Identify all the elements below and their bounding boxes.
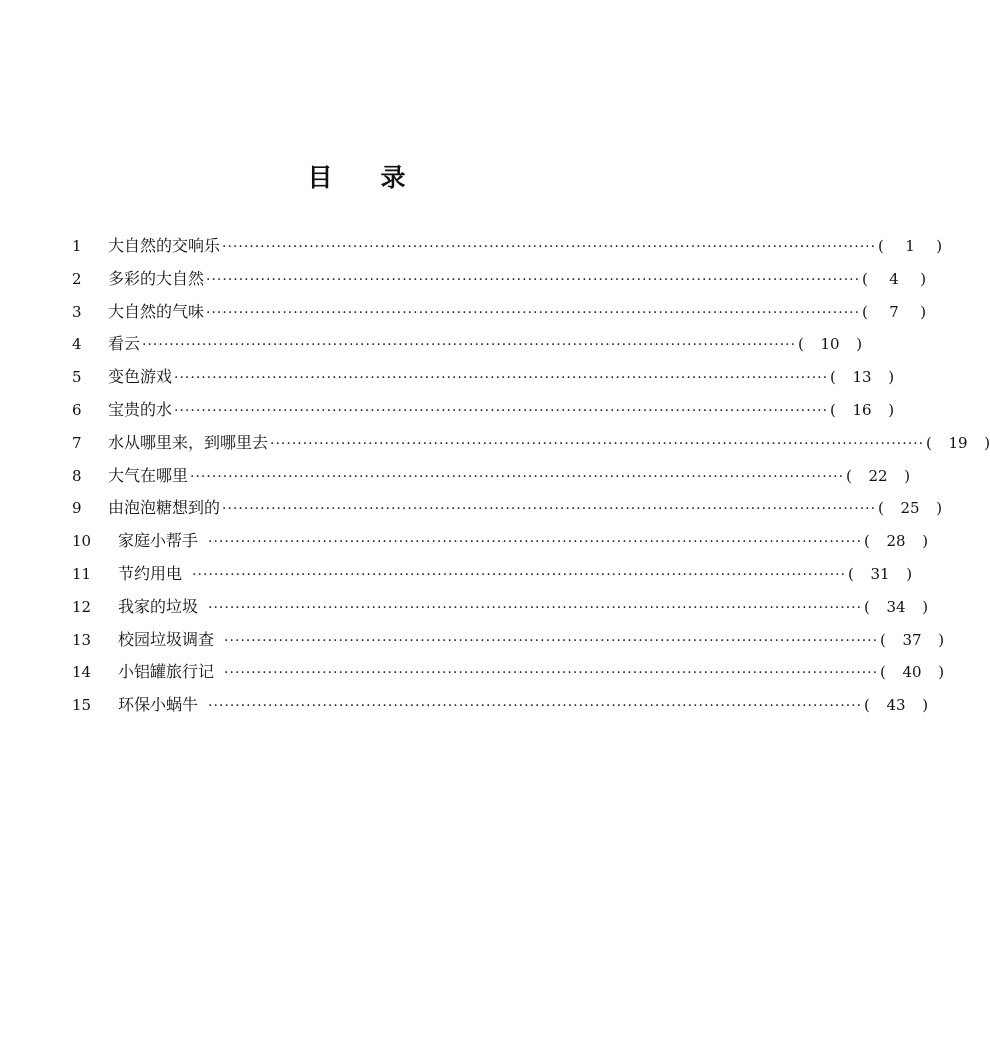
toc-entry[interactable]: [72, 263, 927, 296]
title-char-1: 目: [307, 163, 333, 192]
page-title: [0, 158, 713, 194]
dot-leader: ························································································································: [192, 566, 847, 583]
toc-entry-page-number: 37: [902, 630, 922, 649]
title-char-2: 录: [380, 163, 406, 192]
close-bracket: ): [888, 400, 895, 419]
toc-entry-title: 宝贵的水: [108, 399, 173, 419]
toc-entry[interactable]: [72, 591, 929, 624]
toc-entry-title: 校园垃圾调查: [118, 629, 215, 649]
toc-entry-page-ref: [878, 230, 942, 263]
close-bracket: ): [888, 368, 895, 387]
open-bracket: (: [880, 663, 886, 682]
toc-entry[interactable]: [72, 656, 945, 689]
toc-entry-title: 环保小蜗牛: [118, 695, 199, 715]
toc-entry-page-number: 22: [868, 466, 888, 485]
dot-leader: ························································································································: [206, 271, 861, 288]
toc-entry-page-number: 43: [886, 696, 906, 715]
toc-entry-page-number: 10: [820, 335, 840, 354]
toc-entry-number: 1: [72, 237, 82, 255]
open-bracket: (: [846, 466, 852, 485]
dot-leader: ························································································································: [174, 370, 829, 387]
open-bracket: (: [880, 630, 886, 649]
table-of-contents: [72, 230, 990, 722]
open-bracket: (: [798, 335, 804, 354]
toc-entry-number: 3: [72, 302, 82, 321]
dot-leader: ························································································································: [190, 468, 845, 485]
dot-leader: ························································································································: [224, 665, 879, 682]
toc-entry-page-ref: [864, 689, 928, 722]
dot-leader: ························································································································: [174, 402, 829, 419]
toc-entry[interactable]: [72, 689, 929, 722]
toc-entry-title: 多彩的大自然: [108, 268, 205, 288]
open-bracket: (: [864, 532, 870, 551]
toc-entry-number: 9: [72, 499, 82, 518]
open-bracket: (: [862, 269, 868, 288]
toc-entry-title: 家庭小帮手: [118, 531, 199, 551]
toc-entry[interactable]: [72, 296, 927, 329]
toc-entry-title: 小铝罐旅行记: [118, 662, 215, 682]
toc-entry-page-number: 1: [905, 237, 915, 255]
dot-leader: ························································································································: [208, 534, 863, 551]
open-bracket: (: [878, 499, 884, 518]
toc-entry-title: 水从哪里来，到哪里去: [108, 432, 269, 452]
toc-entry-page-ref: [864, 525, 928, 558]
toc-entry-page-number: 40: [902, 663, 922, 682]
open-bracket: (: [830, 400, 836, 419]
toc-entry[interactable]: [72, 328, 863, 361]
open-bracket: (: [864, 597, 870, 616]
dot-leader: ························································································································: [208, 698, 863, 715]
toc-entry-title: 变色游戏: [108, 367, 173, 387]
toc-entry-number: 6: [72, 400, 82, 419]
open-bracket: (: [862, 302, 868, 321]
dot-leader: ························································································································: [270, 435, 925, 452]
toc-entry-page-ref: [880, 656, 944, 689]
toc-entry-page-number: 16: [852, 400, 872, 419]
toc-entry-number: 2: [72, 269, 82, 288]
toc-entry-page-ref: [880, 624, 944, 657]
toc-entry-page-number: 25: [900, 499, 920, 518]
toc-entry-page-ref: [862, 263, 926, 296]
toc-entry-number: 13: [72, 630, 92, 649]
close-bracket: ): [938, 663, 945, 682]
close-bracket: ): [938, 630, 945, 649]
toc-entry[interactable]: [72, 558, 913, 591]
dot-leader: ························································································································: [222, 501, 877, 518]
toc-entry[interactable]: [72, 460, 911, 493]
open-bracket: (: [926, 433, 932, 452]
dot-leader: ························································································································: [224, 632, 879, 649]
toc-entry-page-number: 13: [852, 368, 872, 387]
close-bracket: ): [936, 237, 943, 255]
close-bracket: ): [906, 564, 913, 583]
toc-entry-page-ref: [862, 296, 926, 329]
toc-entry-title: 看云: [108, 334, 141, 354]
close-bracket: ): [920, 302, 927, 321]
toc-entry-page-number: 4: [889, 269, 899, 288]
dot-leader: ························································································································: [142, 337, 797, 354]
toc-entry-page-ref: [830, 394, 894, 427]
toc-entry-page-ref: [848, 558, 912, 591]
toc-entry[interactable]: [72, 624, 945, 657]
toc-entry-title: 大气在哪里: [108, 465, 189, 485]
open-bracket: (: [830, 368, 836, 387]
close-bracket: ): [922, 597, 929, 616]
toc-entry-title: 大自然的交响乐: [108, 236, 221, 255]
toc-entry-page-number: 19: [948, 433, 968, 452]
close-bracket: ): [922, 696, 929, 715]
toc-entry[interactable]: [72, 427, 990, 460]
toc-entry-number: 4: [72, 335, 82, 354]
toc-entry-number: 15: [72, 696, 92, 715]
close-bracket: ): [856, 335, 863, 354]
close-bracket: ): [904, 466, 911, 485]
open-bracket: (: [878, 237, 884, 255]
toc-entry-page-ref: [926, 427, 990, 460]
open-bracket: (: [864, 696, 870, 715]
toc-entry-page-ref: [798, 328, 862, 361]
toc-entry-title: 我家的垃圾: [118, 596, 199, 616]
toc-entry-number: 5: [72, 368, 82, 387]
toc-entry[interactable]: [72, 230, 943, 263]
toc-entry-number: 7: [72, 433, 82, 452]
close-bracket: ): [920, 269, 927, 288]
toc-entry-number: 8: [72, 466, 82, 485]
toc-entry-page-number: 31: [870, 564, 890, 583]
toc-entry-number: 10: [72, 532, 92, 551]
toc-entry-title: 大自然的气味: [108, 301, 205, 321]
toc-entry[interactable]: [72, 361, 895, 394]
toc-entry-number: 12: [72, 597, 92, 616]
toc-entry-title: 由泡泡糖想到的: [108, 498, 221, 518]
toc-entry[interactable]: [72, 394, 895, 427]
toc-entry-page-ref: [830, 361, 894, 394]
toc-entry-page-ref: [846, 460, 910, 493]
toc-entry-page-number: 28: [886, 532, 906, 551]
dot-leader: ························································································································: [206, 304, 861, 321]
toc-entry-title: 节约用电: [118, 563, 183, 583]
toc-entry-number: 14: [72, 663, 92, 682]
dot-leader: ························································································································: [222, 239, 877, 255]
toc-entry-page-ref: [878, 492, 942, 525]
toc-entry-page-ref: [864, 591, 928, 624]
close-bracket: ): [984, 433, 990, 452]
toc-entry[interactable]: [72, 525, 929, 558]
toc-entry-number: 11: [72, 564, 92, 583]
close-bracket: ): [936, 499, 943, 518]
toc-entry[interactable]: [72, 492, 943, 525]
dot-leader: ························································································································: [208, 599, 863, 616]
toc-entry-page-number: 34: [886, 597, 906, 616]
close-bracket: ): [922, 532, 929, 551]
toc-entry-page-number: 7: [889, 302, 899, 321]
open-bracket: (: [848, 564, 854, 583]
